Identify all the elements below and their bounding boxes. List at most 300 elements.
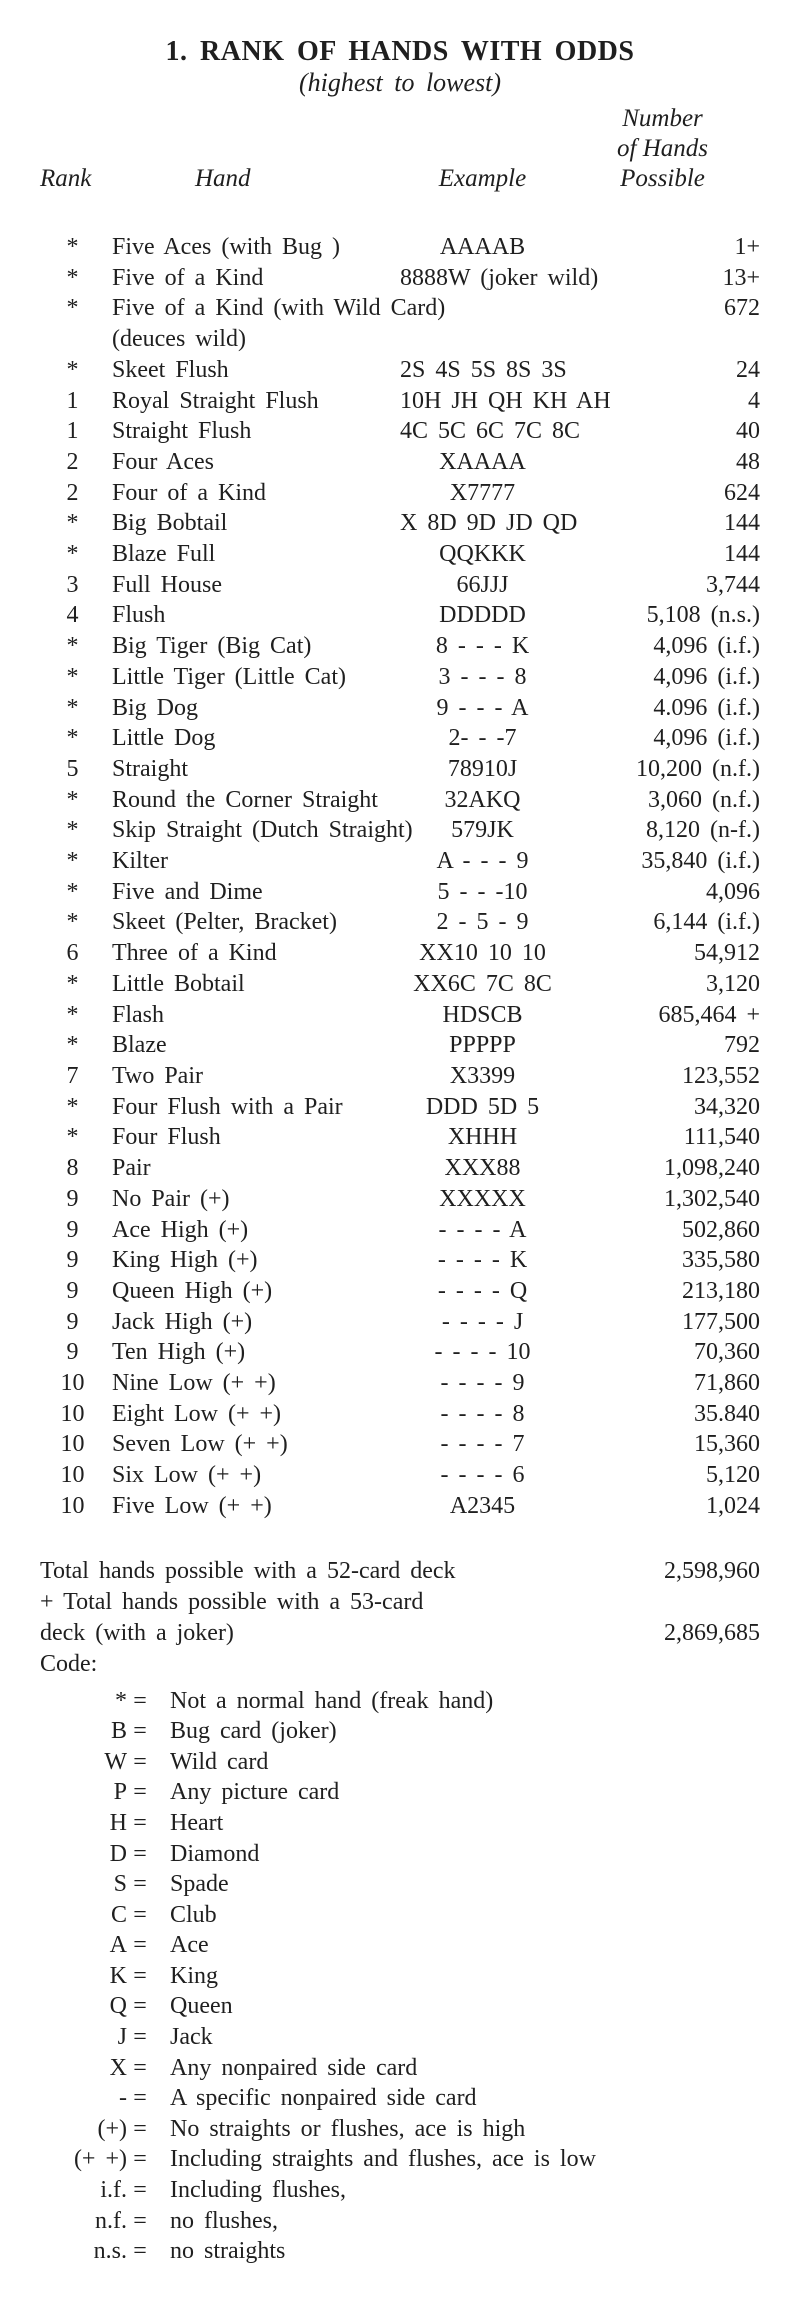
hand-cell [105,1184,400,1215]
rank-cell: 10 [60,1492,85,1519]
legend-row [40,2114,760,2145]
table-row [40,785,760,816]
example-cell: 3 - - - 8 [438,663,527,690]
table-row [40,754,760,785]
hand-name: Two Pair [112,1062,203,1089]
hand-name: Eight Low (+ +) [112,1400,282,1427]
table-row [40,1153,760,1184]
table-row [40,1000,760,1031]
number-possible-cell: 34,320 [694,1093,760,1120]
table-row [40,1368,760,1399]
hand-cell [105,1399,400,1430]
table-row [40,969,760,1000]
legend-equals-sign: = [133,1871,147,1898]
hand-name: Flash [112,1001,165,1028]
legend-description: Spade [170,1871,229,1898]
legend-symbol: A [109,1932,127,1959]
code-legend [40,1686,760,2267]
number-header-line1-row [40,104,760,134]
hand-name: Five of a Kind (with Wild Card) [112,295,446,322]
hand-name: King High (+) [112,1247,258,1274]
legend-equals-sign: = [133,1718,147,1745]
example-cell: 32AKQ [444,786,521,813]
legend-description: Bug card (joker) [170,1718,337,1745]
legend-description: Queen [170,1993,233,2020]
legend-symbol: X [109,2054,127,2081]
hand-cell [105,815,413,846]
number-possible-cell: 144 [724,510,760,537]
hand-name: Big Bobtail [112,510,228,537]
legend-row [40,1716,760,1747]
table-row [40,386,760,417]
example-cell: - - - - A [438,1216,527,1243]
rank-cell: 9 [66,1247,79,1274]
hand-name: Round the Corner Straight [112,786,378,813]
number-header-line2-row [40,134,760,164]
rank-cell: * [66,725,79,752]
hand-cell [105,263,400,294]
table-row [40,907,760,938]
number-possible-cell: 13+ [722,264,760,291]
table-row [40,631,760,662]
example-cell: - - - - 10 [434,1339,531,1366]
table-row [40,263,760,294]
rank-cell: 2 [66,479,79,506]
rank-cell: * [66,970,79,997]
legend-equals-sign: = [133,1779,147,1806]
number-possible-cell: 3,120 [706,970,760,997]
legend-description: King [170,1962,218,1989]
legend-description: no flushes, [170,2207,278,2234]
rank-cell: 9 [66,1185,79,1212]
column-headers [40,104,760,194]
example-cell: XX10 10 10 [419,940,546,967]
hand-column-header: Hand [195,165,251,192]
number-header-line3: Possible [620,165,705,192]
number-possible-cell: 4,096 (i.f.) [653,725,760,752]
legend-symbol: K [109,1962,127,1989]
legend-equals-sign: = [133,1901,147,1928]
legend-description: No straights or flushes, ace is high [170,2115,526,2142]
rank-cell: 10 [60,1370,85,1397]
example-cell: X7777 [449,479,516,506]
example-cell: QQKKK [439,541,526,568]
rank-cell: * [66,848,79,875]
total-53-card-label-line2: deck (with a joker) [40,1619,234,1646]
rank-cell: 9 [66,1277,79,1304]
hand-name: Skeet Flush [112,356,229,383]
rank-cell: 10 [60,1400,85,1427]
rank-cell: 2 [66,448,79,475]
number-possible-cell: 3,060 (n.f.) [648,786,760,813]
legend-equals-sign: = [133,1809,147,1836]
table-row [40,1399,760,1430]
table-row [40,723,760,754]
hand-cell [105,1276,400,1307]
number-possible-cell: 8,120 (n-f.) [646,817,760,844]
hand-cell [105,1460,400,1491]
hand-cell [105,1215,400,1246]
example-cell: 2- - -7 [448,725,517,752]
legend-row [40,1839,760,1870]
hand-cell [105,232,400,263]
example-cell: 2S 4S 5S 8S 3S [400,356,567,383]
legend-symbol: C [110,1901,127,1928]
legend-description: Jack [170,2024,213,2051]
rank-cell: 1 [66,387,79,414]
legend-description: Including straights and flushes, ace is low [170,2146,596,2173]
number-possible-cell: 4,096 (i.f.) [653,663,760,690]
table-row [40,1429,760,1460]
number-possible-cell: 1,302,540 [664,1185,760,1212]
legend-symbol: * [115,1687,127,1714]
example-cell: 579JK [451,817,514,844]
total-52-card-value: 2,598,960 [664,1557,760,1584]
rank-cell: * [66,510,79,537]
hand-cell [105,600,400,631]
legend-symbol: S [113,1871,127,1898]
legend-equals-sign: = [133,2146,147,2173]
table-row [40,1307,760,1338]
example-cell: DDD 5D 5 [425,1093,540,1120]
legend-row [40,2083,760,2114]
number-possible-cell: 1,024 [706,1492,760,1519]
legend-row [40,2175,760,2206]
rank-cell: * [66,633,79,660]
hand-cell [105,1061,400,1092]
rank-cell: * [66,541,79,568]
hand-name: No Pair (+) [112,1185,230,1212]
table-row [40,508,760,539]
example-cell: - - - - Q [437,1277,528,1304]
number-possible-cell: 4.096 (i.f.) [653,694,760,721]
legend-row [40,2206,760,2237]
table-row [40,478,760,509]
rank-cell: 8 [66,1155,79,1182]
hand-cell [105,1429,400,1460]
legend-row [40,2053,760,2084]
hand-name: Blaze Full [112,541,216,568]
hand-cell [105,846,400,877]
legend-description: no straights [170,2238,286,2265]
page-subtitle: (highest to lowest) [298,68,502,97]
rank-cell: * [66,878,79,905]
table-row [40,1122,760,1153]
hand-cell [105,416,400,447]
table-row [40,1215,760,1246]
table-row [40,1030,760,1061]
rank-cell: * [66,356,79,383]
number-possible-cell: 4 [748,387,760,414]
hand-name: Straight Flush [112,418,252,445]
number-possible-cell: 685,464 + [658,1001,760,1028]
number-header-line1: Number [622,105,703,132]
number-possible-cell: 5,120 [706,1462,760,1489]
example-cell: A2345 [449,1492,516,1519]
rank-cell: 1 [66,418,79,445]
number-possible-cell: 123,552 [682,1062,760,1089]
table-row [40,1491,760,1522]
rank-cell: 4 [66,602,79,629]
rank-table-body [40,232,760,1522]
hand-name: Kilter [112,848,168,875]
hand-cell [105,478,400,509]
table-row [40,232,760,263]
legend-description: Not a normal hand (freak hand) [170,1687,494,1714]
table-row [40,355,760,386]
number-possible-cell: 54,912 [694,940,760,967]
example-cell: 8888W (joker wild) [400,264,599,291]
rank-cell: 9 [66,1339,79,1366]
code-heading: Code: [40,1650,98,1677]
total-52-card-row [40,1556,760,1587]
number-possible-cell: 4,096 [706,878,760,905]
number-possible-cell: 213,180 [682,1277,760,1304]
example-cell: A - - - 9 [436,848,529,875]
legend-equals-sign: = [133,2085,147,2112]
legend-equals-sign: = [133,1993,147,2020]
legend-row [40,1747,760,1778]
hand-cell [105,1122,400,1153]
legend-row [40,2022,760,2053]
example-cell [400,293,565,354]
example-cell: PPPPP [449,1032,516,1059]
table-row [40,1460,760,1491]
table-row [40,693,760,724]
rank-cell: * [66,1001,79,1028]
number-possible-cell: 1,098,240 [664,1155,760,1182]
number-possible-cell: 672 [724,295,760,322]
hand-name: Full House [112,571,223,598]
table-row [40,1184,760,1215]
rank-cell: * [66,295,79,322]
hand-name: Five of a Kind [112,264,264,291]
legend-description: A specific nonpaired side card [170,2085,477,2112]
legend-row [40,1991,760,2022]
number-possible-cell: 10,200 (n.f.) [636,755,760,782]
hand-name-line2: (deuces wild) [112,326,246,353]
example-cell: HDSCB [442,1001,523,1028]
hand-name: Ace High (+) [112,1216,249,1243]
legend-symbol: n.f. [95,2207,127,2234]
hand-cell [105,631,400,662]
legend-symbol: i.f. [100,2177,127,2204]
legend-equals-sign: = [133,2054,147,2081]
total-52-card-label: Total hands possible with a 52-card deck [40,1557,456,1584]
rank-cell: 5 [66,755,79,782]
number-possible-cell: 15,360 [694,1431,760,1458]
legend-symbol: - [119,2085,127,2112]
rank-cell: 6 [66,940,79,967]
example-cell: XXX88 [444,1155,521,1182]
total-53-card-value: 2,869,685 [664,1619,760,1646]
legend-symbol: (+) [97,2115,127,2142]
hand-name: Three of a Kind [112,940,277,967]
hand-name: Four Flush [112,1124,221,1151]
number-possible-cell: 1+ [734,234,760,260]
table-row [40,293,760,354]
table-row [40,539,760,570]
number-header-line2: of Hands [617,135,708,162]
hand-cell [105,1337,400,1368]
hand-cell [105,785,400,816]
rank-cell: * [66,1124,79,1151]
number-possible-cell: 111,540 [683,1124,760,1151]
legend-row [40,1961,760,1992]
example-cell: - - - - J [441,1308,524,1335]
legend-row [40,1869,760,1900]
example-cell: 10H JH QH KH AH [400,387,611,414]
rank-cell: * [66,909,79,936]
table-row [40,846,760,877]
hand-cell [105,662,400,693]
hand-name: Big Tiger (Big Cat) [112,633,312,660]
legend-description: Any picture card [170,1779,340,1806]
hand-cell [105,938,400,969]
rank-cell: * [66,663,79,690]
example-cell: 9 - - - A [436,694,529,721]
legend-symbol: B [110,1718,127,1745]
example-cell: XX6C 7C 8C [413,970,552,997]
table-row [40,447,760,478]
page-title: 1. RANK OF HANDS WITH ODDS [165,36,635,67]
hand-cell [105,969,400,1000]
legend-row [40,1686,760,1717]
hand-name: Five and Dime [112,878,263,905]
legend-equals-sign: = [133,2207,147,2234]
legend-row [40,2144,760,2175]
rank-cell: * [66,786,79,813]
legend-symbol: n.s. [93,2238,127,2265]
hand-cell [105,1245,400,1276]
table-row [40,938,760,969]
rank-cell: 9 [66,1216,79,1243]
legend-description: Club [170,1901,217,1928]
legend-row [40,1777,760,1808]
hand-name: Six Low (+ +) [112,1462,262,1489]
hand-cell [105,508,400,539]
hand-name: Blaze [112,1032,167,1059]
table-row [40,662,760,693]
number-possible-cell: 4,096 (i.f.) [653,633,760,660]
legend-row [40,1808,760,1839]
hand-cell [105,1153,400,1184]
example-cell: 4C 5C 6C 7C 8C [400,418,581,445]
number-possible-cell: 71,860 [694,1370,760,1397]
example-cell: 78910J [447,755,518,782]
legend-row [40,1930,760,1961]
hand-cell [105,355,400,386]
number-possible-cell: 6,144 (i.f.) [653,909,760,936]
hand-cell [105,1000,400,1031]
hand-name: Little Dog [112,725,216,752]
hand-name: Four of a Kind [112,479,266,506]
example-cell: XAAAA [439,448,526,475]
legend-description: Ace [170,1932,209,1959]
hand-name: Jack High (+) [112,1308,253,1335]
legend-row [40,1900,760,1931]
hand-name: Straight [112,755,188,782]
example-cell: 5 - - -10 [437,878,528,905]
legend-symbol: W [104,1748,127,1775]
legend-equals-sign: = [133,1748,147,1775]
rank-cell: 10 [60,1431,85,1458]
hand-cell [105,1491,400,1522]
number-possible-cell: 144 [724,541,760,568]
example-cell: DDDDD [439,602,526,629]
example-cell: AAAAB [439,234,526,260]
hand-cell [105,539,400,570]
hand-name: Skip Straight (Dutch Straight) [112,817,413,844]
column-header-row [40,164,760,194]
hand-name: Four Flush with a Pair [112,1093,343,1120]
table-row [40,570,760,601]
legend-row [40,2236,760,2267]
legend-description: Diamond [170,1840,260,1867]
hand-cell [105,907,400,938]
example-cell: 2 - 5 - 9 [436,909,529,936]
number-possible-cell: 40 [736,418,760,445]
rank-column-header: Rank [40,165,92,192]
hand-cell [105,754,400,785]
example-cell: 66JJJ [456,571,509,598]
legend-equals-sign: = [133,1962,147,1989]
example-cell: - - - - 8 [440,1400,525,1427]
hand-cell [105,1368,400,1399]
legend-description: Any nonpaired side card [170,2054,418,2081]
example-cell: 8 - - - K [435,633,530,660]
example-cell: X 8D 9D JD QD [400,510,578,537]
rank-cell: 9 [66,1308,79,1335]
number-possible-cell: 177,500 [682,1308,760,1335]
rank-cell: 3 [66,571,79,598]
hand-name: Four Aces [112,448,214,475]
hand-cell [105,447,400,478]
number-possible-cell: 335,580 [682,1247,760,1274]
hand-name: Pair [112,1155,151,1182]
rank-cell: * [66,694,79,721]
rank-cell: * [66,1032,79,1059]
hand-name: Five Aces (with Bug ) [112,234,340,260]
legend-symbol: (+ +) [73,2146,127,2173]
example-cell: - - - - 9 [440,1370,525,1397]
example-cell: - - - - 6 [440,1462,525,1489]
legend-symbol: J [117,2024,127,2051]
hand-name: Big Dog [112,694,199,721]
number-possible-cell: 48 [736,448,760,475]
number-possible-cell: 624 [724,479,760,506]
hand-name: Royal Straight Flush [112,387,319,414]
example-cell: XXXXX [439,1185,526,1212]
hand-cell [105,723,400,754]
hand-cell [105,1307,400,1338]
legend-equals-sign: = [133,2238,147,2265]
hand-name: Seven Low (+ +) [112,1431,288,1458]
legend-description: Wild card [170,1748,269,1775]
table-row [40,1276,760,1307]
legend-symbol: P [113,1779,127,1806]
legend-equals-sign: = [133,1687,147,1714]
number-possible-cell: 5,108 (n.s.) [646,602,760,629]
hand-cell [105,386,400,417]
hand-name: Flush [112,602,166,629]
number-possible-cell: 792 [724,1032,760,1059]
rank-cell: 7 [66,1062,79,1089]
table-row [40,600,760,631]
rank-cell: * [66,817,79,844]
table-row [40,1061,760,1092]
totals-section [40,1556,760,1680]
